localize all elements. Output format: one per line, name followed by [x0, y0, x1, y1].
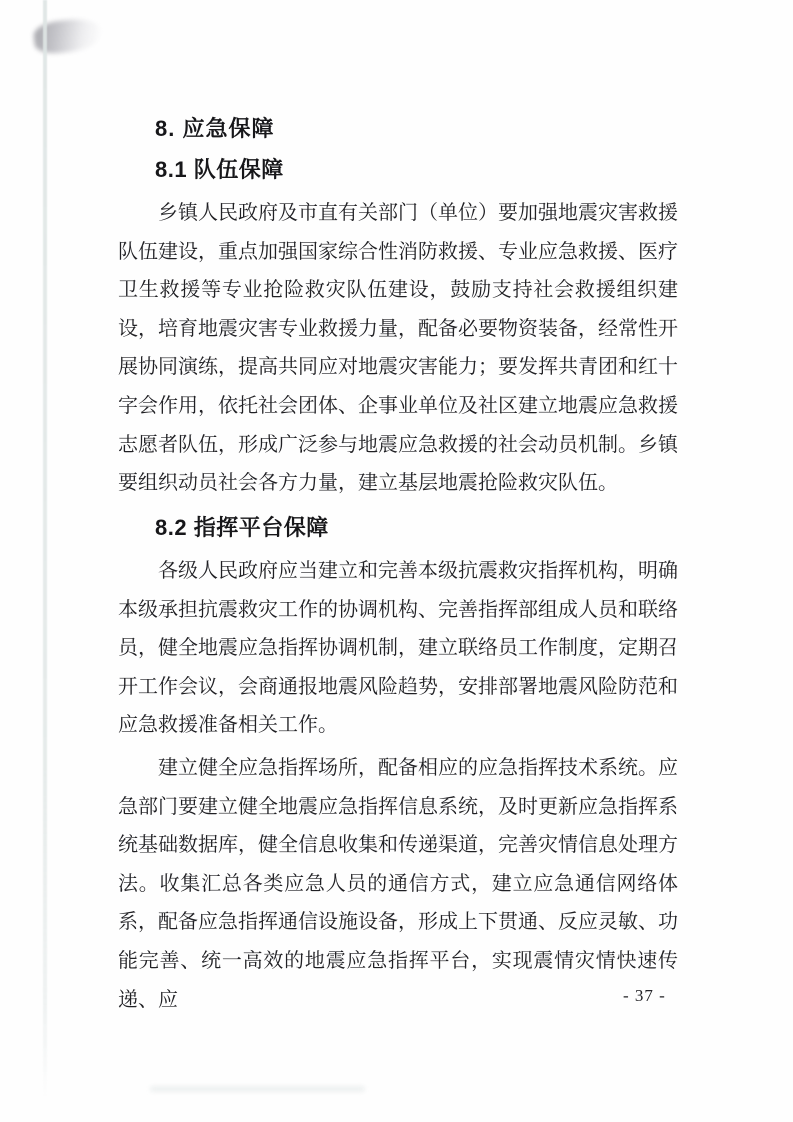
section-heading: 8. 应急保障: [155, 116, 275, 141]
subsection-heading-8-2: 8.2 指挥平台保障: [155, 515, 329, 540]
scan-bottom-streak-artifact: [150, 1086, 365, 1092]
subsection-heading-8-1: 8.1 队伍保障: [155, 157, 284, 182]
scan-fold-line-artifact: [43, 0, 47, 1096]
paragraph-team-support: 乡镇人民政府及市直有关部门（单位）要加强地震灾害救援队伍建设，重点加强国家综合性消防救援、专业应急救援、医疗卫生救援等专业抢险救灾队伍建设，鼓励支持社会救援组织建设，培育地震灾害专业救援力量，配备必要物资装备，经常性开展协同演练，提高共同应对地震灾害能力；要发挥共青团和红十字会作用，依托社会团体、企事业单位及社区建立地震应急救援志愿者队伍，形成广泛参与地震应急救援的社会动员机制。乡镇要组织动员社会各方力量，建立基层地震抢险救灾队伍。: [118, 202, 678, 495]
paragraph-command-structure: 各级人民政府应当建立和完善本级抗震救灾指挥机构，明确本级承担抗震救灾工作的协调机构、完善指挥部组成人员和联络员，健全地震应急指挥协调机制，建立联络员工作制度，定期召开工作会议，会商通报地震风险趋势，安排部署地震风险防范和应急救援准备相关工作。: [118, 560, 678, 737]
paragraph-command-platform: 建立健全应急指挥场所，配备相应的应急指挥技术系统。应急部门要建立健全地震应急指挥信息系统，及时更新应急指挥系统基础数据库，健全信息收集和传递渠道，完善灾情信息处理方法。收集汇总各类应急人员的通信方式，建立应急通信网络体系，配备应急指挥通信设施设备，形成上下贯通、反应灵敏、功能完善、统一高效的地震应急指挥平台，实现震情灾情快速传递、应: [118, 757, 678, 1011]
page-number: - 37 -: [623, 986, 666, 1005]
